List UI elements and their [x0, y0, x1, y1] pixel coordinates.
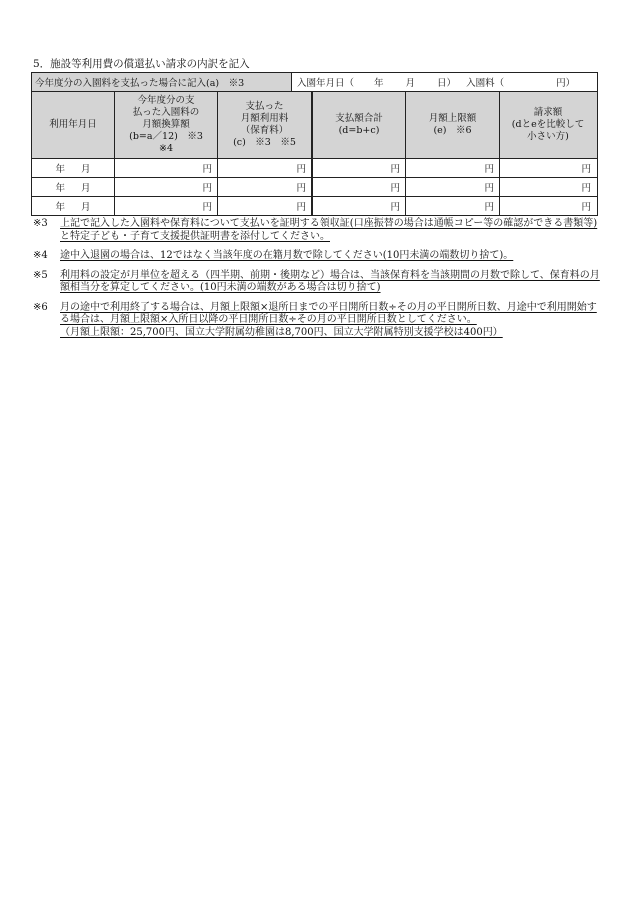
monthly-limit-cell[interactable]: 円: [406, 159, 500, 177]
monthly-limit-cell[interactable]: 円: [406, 197, 500, 215]
section-title: 5．施設等利用費の償還払い請求の内訳を記入: [33, 58, 250, 70]
entry-date-label: 入園年月日（: [297, 78, 355, 89]
note-mark: ※5: [33, 269, 48, 281]
usage-date-cell[interactable]: 年 月: [32, 197, 115, 215]
note-5: [33, 270, 603, 295]
monthly-fee-cell[interactable]: 円: [218, 197, 312, 215]
entry-month-unit: 月: [405, 78, 416, 89]
header-claim-amount: 請求額 (dとeを比較して 小さい方): [511, 107, 585, 142]
entry-day-unit: 日）: [437, 78, 457, 89]
note-text: 上記で記入した入園料や保育料について支払いを証明する領収証(口座振替の場合は通帳コピー等の確認ができる書類等)と特定子ども・子育て支援提供証明書を添付してください。: [60, 218, 598, 242]
note-4: [33, 250, 603, 263]
note-text: 利用料の設定が月単位を超える（四半期、前期・後期など）場合は、当該保育料を当該期間の月数で除して、保育料の月額相当分を算定してください。(10円未満の端数がある場合は切り捨て): [60, 269, 600, 293]
table-row: [32, 159, 597, 178]
note-3: [33, 218, 603, 243]
monthly-fee-cell[interactable]: 円: [218, 178, 312, 196]
header-usage-date: 利用年月日: [32, 92, 115, 158]
table-row: [32, 197, 597, 215]
total-paid-cell[interactable]: 円: [312, 178, 406, 196]
note-text: 月の途中で利用終了する場合は、月額上限額×退所日までの平日開所日数÷その月の平日開所日数、月途中で利用開始する場合は、月額上限額×入所日以降の平日開所日数÷その月の平日開所日数としてください。: [60, 301, 597, 325]
admission-fee-label: 今年度分の入園料を支払った場合に記入(a) ※3: [32, 73, 292, 91]
claim-amount-cell[interactable]: 円: [581, 202, 591, 213]
table-row: [32, 178, 597, 197]
header-monthly-admission: 今年度分の支 払った入園料の 月額換算額 (b=a／12) ※3 ※4: [115, 92, 218, 158]
entry-year-unit: 年: [374, 78, 384, 89]
usage-date-cell[interactable]: 年 月: [32, 159, 115, 177]
reimbursement-table: [31, 72, 598, 216]
header-monthly-fee: 支払った 月額利用料 （保育料） (c) ※3 ※5: [218, 92, 312, 158]
admission-fee-amount-label: 入園料（: [466, 78, 505, 89]
note-subtext: （月額上限額：25,700円、国立大学附属幼稚園は8,700円、国立大学附属特別支援学校は400円）: [60, 326, 503, 338]
monthly-admission-cell[interactable]: 円: [115, 197, 218, 215]
admission-fee-row: [32, 73, 597, 92]
total-paid-cell[interactable]: 円: [312, 197, 406, 215]
admission-entry-fields: [292, 73, 597, 91]
header-monthly-limit: 月額上限額 (e) ※6: [406, 92, 500, 158]
usage-date-cell[interactable]: 年 月: [32, 178, 115, 196]
monthly-fee-cell[interactable]: 円: [218, 159, 312, 177]
note-6: [33, 302, 603, 340]
total-paid-cell[interactable]: 円: [312, 159, 406, 177]
admission-fee-yen-unit: 円）: [556, 78, 576, 89]
monthly-admission-cell[interactable]: 円: [115, 178, 218, 196]
claim-amount-cell[interactable]: 円: [581, 183, 591, 194]
monthly-admission-cell[interactable]: 円: [115, 159, 218, 177]
claim-amount-cell[interactable]: 円: [581, 164, 591, 175]
header-total-paid: 支払額合計 (d=b+c): [312, 92, 406, 158]
monthly-limit-cell[interactable]: 円: [406, 178, 500, 196]
table-header-row: [32, 92, 597, 159]
note-text: 途中入退園の場合は、12ではなく当該年度の在籍月数で除してください(10円未満の端数切り捨て)。: [60, 250, 514, 261]
note-mark: ※3: [33, 218, 48, 229]
note-mark: ※4: [33, 250, 48, 261]
notes-section: [33, 218, 603, 346]
note-mark: ※6: [33, 301, 48, 313]
